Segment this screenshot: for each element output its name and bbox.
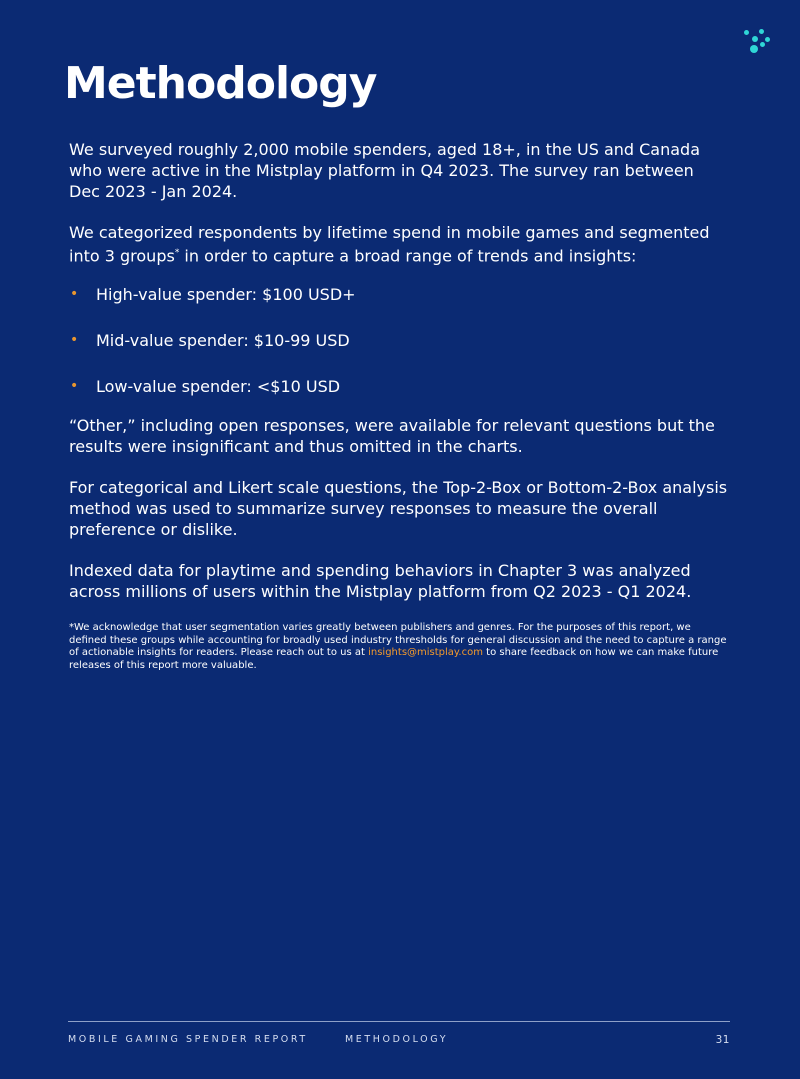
bullet-icon: • (70, 286, 79, 303)
list-item (69, 376, 729, 397)
paragraph-other: “Other,” including open responses, were available for relevant questions but the results were insignificant and thus omitted in the charts. (69, 416, 715, 457)
mistplay-logo-icon (744, 28, 772, 54)
footnote-text-end: to share feedback on how we can make future releases of this report more valuable. (69, 647, 719, 671)
spender-groups-list (69, 284, 729, 397)
page-number: 31 (715, 1034, 730, 1046)
page-title: Methodology (64, 58, 377, 109)
footer-section-name: METHODOLOGY (345, 1034, 449, 1045)
list-item (69, 284, 729, 305)
footnote-marker: * (174, 248, 180, 258)
footnote-text: *We acknowledge that user segmentation varies greatly between publishers and genres. For the purposes of this report, we defined these groups while accounting for broadly used industry thresholds for general discussion and the need to capture a range of actionable insights for readers. Please reach out to us at (69, 622, 727, 659)
paragraph-likert: For categorical and Likert scale questions, the Top-2-Box or Bottom-2-Box analysis method was used to summarize survey responses to measure the overall preference or dislike. (69, 478, 728, 540)
footer-divider (68, 1021, 730, 1022)
list-item-label: High-value spender: $100 USD+ (96, 285, 356, 305)
paragraph-segmentation (69, 222, 729, 266)
segmentation-text-end: in order to capture a broad range of trends and insights: (179, 246, 637, 266)
list-item-label: Mid-value spender: $10-99 USD (96, 331, 350, 351)
list-item (69, 330, 729, 351)
methodology-body (69, 139, 729, 682)
paragraph-survey: We surveyed roughly 2,000 mobile spenders, aged 18+, in the US and Canada who were active in the Mistplay platform in Q4 2023. The survey ran between Dec 2023 - Jan 2024. (69, 140, 701, 201)
footnote (69, 622, 729, 672)
email-link[interactable]: insights@mistplay.com (368, 647, 483, 659)
bullet-icon: • (70, 332, 79, 349)
list-item-label: Low-value spender: <$10 USD (96, 377, 341, 397)
segmentation-text: We categorized respondents by lifetime spend in mobile games and segmented into 3 groups (69, 223, 710, 266)
bullet-icon: • (70, 378, 79, 395)
paragraph-indexed-data: Indexed data for playtime and spending behaviors in Chapter 3 was analyzed across millions of users within the Mistplay platform from Q2 2023 - Q1 2024. (69, 561, 692, 602)
footer-report-name: MOBILE GAMING SPENDER REPORT (68, 1034, 308, 1045)
